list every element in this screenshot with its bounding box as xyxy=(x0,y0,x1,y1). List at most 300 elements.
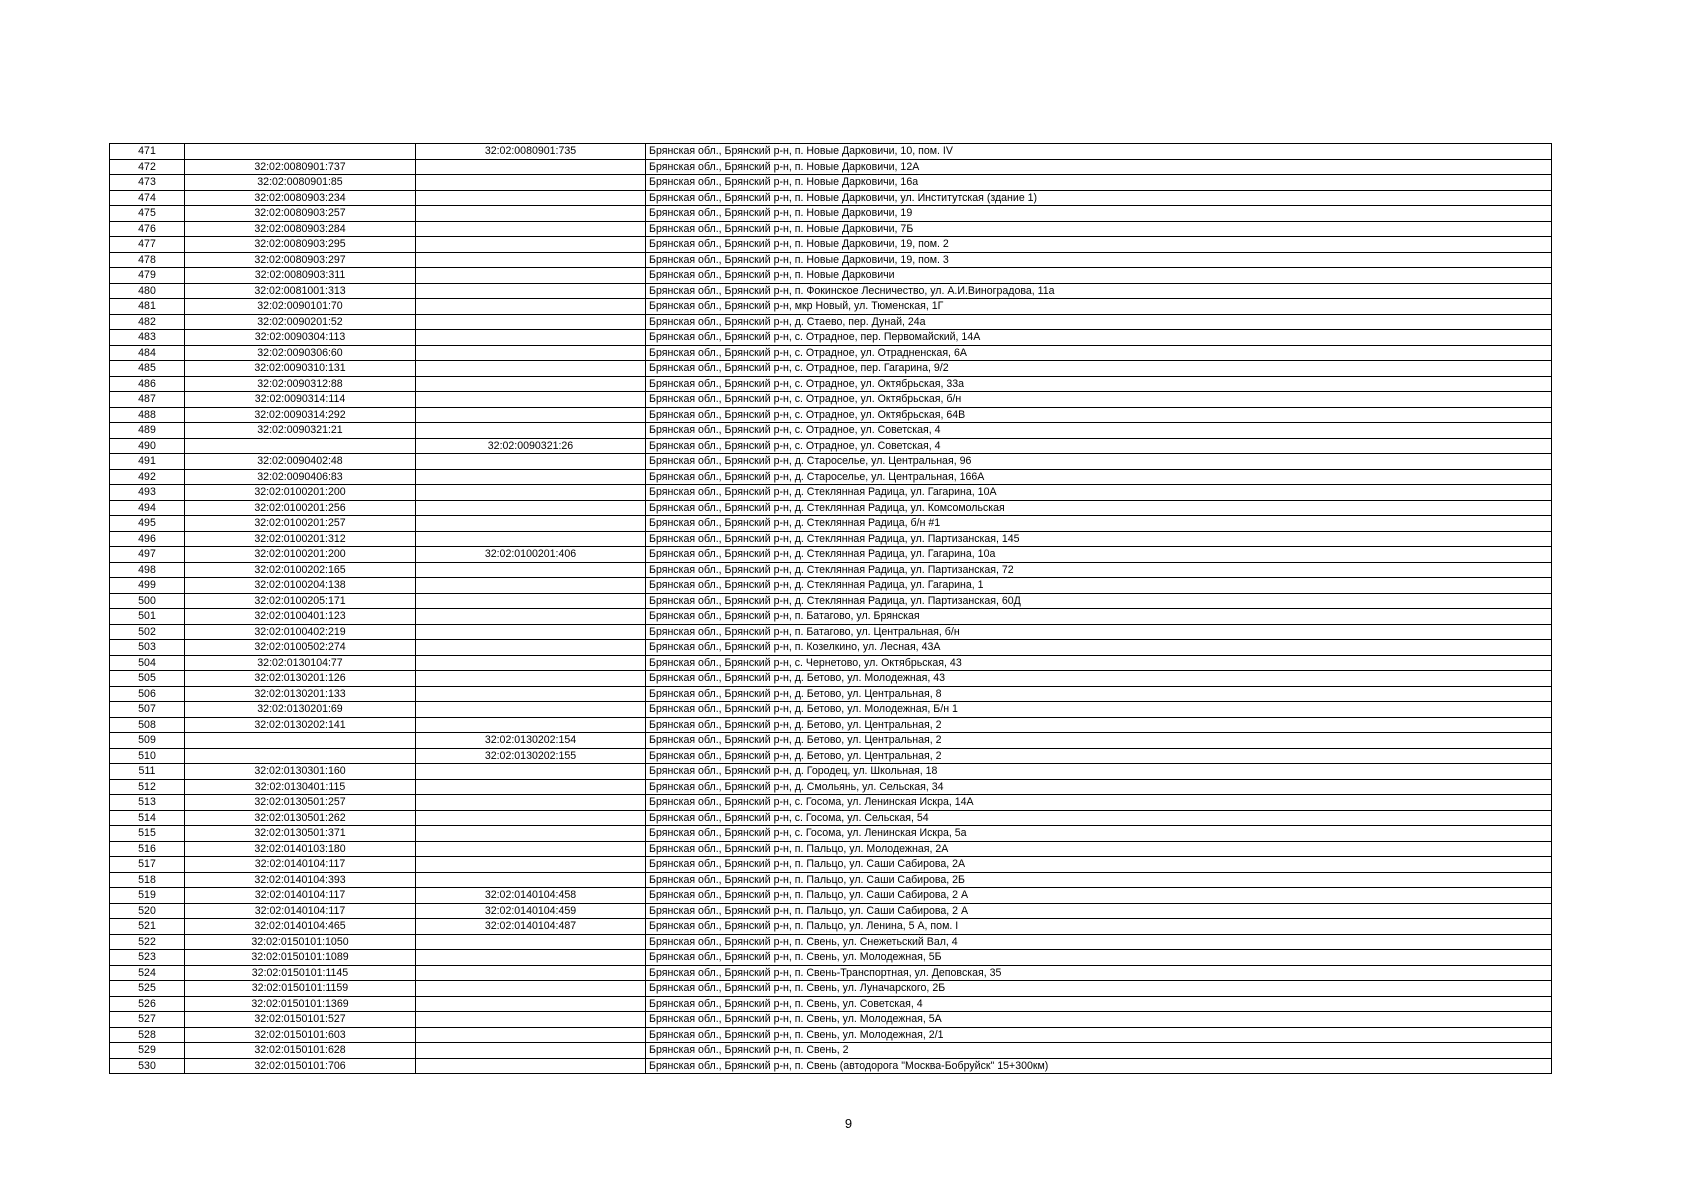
address-cell: Брянская обл., Брянский р-н, д. Стеклянная Радица, ул. Партизанская, 72 xyxy=(646,562,1552,578)
second-cadastral-number-cell xyxy=(416,686,646,702)
registry-table-body xyxy=(110,144,1552,1074)
address-cell: Брянская обл., Брянский р-н, д. Стаево, пер. Дунай, 24а xyxy=(646,314,1552,330)
table-row xyxy=(110,438,1552,454)
table-row xyxy=(110,330,1552,346)
table-row xyxy=(110,531,1552,547)
row-number: 474 xyxy=(110,190,185,206)
table-row xyxy=(110,392,1552,408)
row-number: 471 xyxy=(110,144,185,160)
second-cadastral-number-cell xyxy=(416,779,646,795)
table-row xyxy=(110,965,1552,981)
second-cadastral-number-cell xyxy=(416,485,646,501)
address-cell: Брянская обл., Брянский р-н, д. Бетово, ул. Центральная, 2 xyxy=(646,733,1552,749)
cadastral-number-cell: 32:02:0140104:465 xyxy=(185,919,416,935)
row-number: 527 xyxy=(110,1012,185,1028)
row-number: 497 xyxy=(110,547,185,563)
row-number: 507 xyxy=(110,702,185,718)
second-cadastral-number-cell xyxy=(416,810,646,826)
cadastral-number-cell xyxy=(185,748,416,764)
second-cadastral-number-cell xyxy=(416,237,646,253)
second-cadastral-number-cell xyxy=(416,826,646,842)
second-cadastral-number-cell xyxy=(416,795,646,811)
cadastral-number-cell: 32:02:0100202:165 xyxy=(185,562,416,578)
second-cadastral-number-cell xyxy=(416,1012,646,1028)
row-number: 480 xyxy=(110,283,185,299)
second-cadastral-number-cell: 32:02:0130202:154 xyxy=(416,733,646,749)
row-number: 502 xyxy=(110,624,185,640)
row-number: 520 xyxy=(110,903,185,919)
cadastral-number-cell: 32:02:0150101:1369 xyxy=(185,996,416,1012)
second-cadastral-number-cell xyxy=(416,516,646,532)
cadastral-number-cell: 32:02:0080903:234 xyxy=(185,190,416,206)
row-number: 508 xyxy=(110,717,185,733)
table-row xyxy=(110,516,1552,532)
cadastral-number-cell: 32:02:0080903:297 xyxy=(185,252,416,268)
cadastral-number-cell: 32:02:0080903:257 xyxy=(185,206,416,222)
table-row xyxy=(110,841,1552,857)
cadastral-number-cell: 32:02:0140104:117 xyxy=(185,857,416,873)
row-number: 489 xyxy=(110,423,185,439)
second-cadastral-number-cell xyxy=(416,1058,646,1074)
cadastral-number-cell: 32:02:0080901:737 xyxy=(185,159,416,175)
second-cadastral-number-cell xyxy=(416,1043,646,1059)
second-cadastral-number-cell xyxy=(416,872,646,888)
registry-table xyxy=(109,143,1552,1074)
row-number: 499 xyxy=(110,578,185,594)
cadastral-number-cell: 32:02:0100502:274 xyxy=(185,640,416,656)
second-cadastral-number-cell xyxy=(416,841,646,857)
row-number: 518 xyxy=(110,872,185,888)
cadastral-number-cell: 32:02:0100205:171 xyxy=(185,593,416,609)
cadastral-number-cell: 32:02:0130104:77 xyxy=(185,655,416,671)
address-cell: Брянская обл., Брянский р-н, с. Госома, ул. Ленинская Искра, 14А xyxy=(646,795,1552,811)
address-cell: Брянская обл., Брянский р-н, д. Стеклянная Радица, ул. Гагарина, 10а xyxy=(646,547,1552,563)
second-cadastral-number-cell xyxy=(416,221,646,237)
cadastral-number-cell: 32:02:0080903:284 xyxy=(185,221,416,237)
row-number: 501 xyxy=(110,609,185,625)
cadastral-number-cell: 32:02:0100201:200 xyxy=(185,547,416,563)
table-row xyxy=(110,454,1552,470)
cadastral-number-cell: 32:02:0080901:85 xyxy=(185,175,416,191)
second-cadastral-number-cell xyxy=(416,330,646,346)
address-cell: Брянская обл., Брянский р-н, с. Отрадное, ул. Советская, 4 xyxy=(646,438,1552,454)
address-cell: Брянская обл., Брянский р-н, д. Бетово, ул. Центральная, 2 xyxy=(646,748,1552,764)
cadastral-number-cell: 32:02:0140104:117 xyxy=(185,903,416,919)
table-row xyxy=(110,190,1552,206)
table-row xyxy=(110,640,1552,656)
cadastral-number-cell: 32:02:0150101:603 xyxy=(185,1027,416,1043)
cadastral-number-cell: 32:02:0090306:60 xyxy=(185,345,416,361)
cadastral-number-cell: 32:02:0090314:114 xyxy=(185,392,416,408)
table-row xyxy=(110,733,1552,749)
cadastral-number-cell: 32:02:0140103:180 xyxy=(185,841,416,857)
row-number: 522 xyxy=(110,934,185,950)
address-cell: Брянская обл., Брянский р-н, с. Госома, ул. Ленинская Искра, 5а xyxy=(646,826,1552,842)
second-cadastral-number-cell: 32:02:0140104:487 xyxy=(416,919,646,935)
second-cadastral-number-cell xyxy=(416,578,646,594)
cadastral-number-cell: 32:02:0100201:256 xyxy=(185,500,416,516)
second-cadastral-number-cell xyxy=(416,671,646,687)
address-cell: Брянская обл., Брянский р-н, п. Свень, ул. Молодежная, 5Б xyxy=(646,950,1552,966)
second-cadastral-number-cell xyxy=(416,175,646,191)
cadastral-number-cell: 32:02:0090402:48 xyxy=(185,454,416,470)
row-number: 510 xyxy=(110,748,185,764)
cadastral-number-cell: 32:02:0081001:313 xyxy=(185,283,416,299)
table-row xyxy=(110,872,1552,888)
second-cadastral-number-cell xyxy=(416,1027,646,1043)
row-number: 473 xyxy=(110,175,185,191)
table-row xyxy=(110,407,1552,423)
address-cell: Брянская обл., Брянский р-н, д. Стеклянная Радица, ул. Комсомольская xyxy=(646,500,1552,516)
second-cadastral-number-cell xyxy=(416,717,646,733)
address-cell: Брянская обл., Брянский р-н, п. Пальцо, ул. Молодежная, 2А xyxy=(646,841,1552,857)
row-number: 529 xyxy=(110,1043,185,1059)
table-row xyxy=(110,779,1552,795)
address-cell: Брянская обл., Брянский р-н, с. Отрадное, ул. Октябрьская, 33а xyxy=(646,376,1552,392)
second-cadastral-number-cell xyxy=(416,423,646,439)
table-row xyxy=(110,888,1552,904)
table-row xyxy=(110,686,1552,702)
table-row xyxy=(110,903,1552,919)
address-cell: Брянская обл., Брянский р-н, д. Стеклянная Радица, б/н #1 xyxy=(646,516,1552,532)
table-row xyxy=(110,996,1552,1012)
row-number: 495 xyxy=(110,516,185,532)
table-row xyxy=(110,376,1552,392)
second-cadastral-number-cell: 32:02:0140104:458 xyxy=(416,888,646,904)
table-row xyxy=(110,159,1552,175)
address-cell: Брянская обл., Брянский р-н, п. Новые Дарковичи, 12А xyxy=(646,159,1552,175)
table-row xyxy=(110,671,1552,687)
row-number: 479 xyxy=(110,268,185,284)
row-number: 515 xyxy=(110,826,185,842)
table-row xyxy=(110,826,1552,842)
address-cell: Брянская обл., Брянский р-н, п. Новые Дарковичи, 7Б xyxy=(646,221,1552,237)
table-row xyxy=(110,810,1552,826)
table-row xyxy=(110,919,1552,935)
second-cadastral-number-cell xyxy=(416,981,646,997)
address-cell: Брянская обл., Брянский р-н, п. Новые Дарковичи xyxy=(646,268,1552,284)
row-number: 482 xyxy=(110,314,185,330)
second-cadastral-number-cell xyxy=(416,640,646,656)
address-cell: Брянская обл., Брянский р-н, п. Пальцо, ул. Саши Сабирова, 2Б xyxy=(646,872,1552,888)
second-cadastral-number-cell: 32:02:0130202:155 xyxy=(416,748,646,764)
address-cell: Брянская обл., Брянский р-н, п. Новые Дарковичи, ул. Институтская (здание 1) xyxy=(646,190,1552,206)
table-row xyxy=(110,268,1552,284)
second-cadastral-number-cell xyxy=(416,159,646,175)
row-number: 481 xyxy=(110,299,185,315)
row-number: 519 xyxy=(110,888,185,904)
cadastral-number-cell: 32:02:0090310:131 xyxy=(185,361,416,377)
address-cell: Брянская обл., Брянский р-н, п. Свень, ул. Молодежная, 2/1 xyxy=(646,1027,1552,1043)
page-number: 9 xyxy=(844,1116,853,1131)
second-cadastral-number-cell xyxy=(416,934,646,950)
address-cell: Брянская обл., Брянский р-н, д. Староселье, ул. Центральная, 166А xyxy=(646,469,1552,485)
row-number: 516 xyxy=(110,841,185,857)
address-cell: Брянская обл., Брянский р-н, д. Бетово, ул. Молодежная, Б/н 1 xyxy=(646,702,1552,718)
cadastral-number-cell: 32:02:0140104:393 xyxy=(185,872,416,888)
cadastral-number-cell: 32:02:0130201:126 xyxy=(185,671,416,687)
address-cell: Брянская обл., Брянский р-н, с. Отрадное, ул. Отрадненская, 6А xyxy=(646,345,1552,361)
second-cadastral-number-cell xyxy=(416,609,646,625)
address-cell: Брянская обл., Брянский р-н, д. Бетово, ул. Центральная, 8 xyxy=(646,686,1552,702)
address-cell: Брянская обл., Брянский р-н, п. Свень, 2 xyxy=(646,1043,1552,1059)
table-row xyxy=(110,423,1552,439)
address-cell: Брянская обл., Брянский р-н, с. Отрадное, ул. Октябрьская, б/н xyxy=(646,392,1552,408)
address-cell: Брянская обл., Брянский р-н, п. Батагово, ул. Центральная, б/н xyxy=(646,624,1552,640)
row-number: 472 xyxy=(110,159,185,175)
cadastral-number-cell: 32:02:0080903:311 xyxy=(185,268,416,284)
second-cadastral-number-cell xyxy=(416,376,646,392)
cadastral-number-cell: 32:02:0130501:262 xyxy=(185,810,416,826)
second-cadastral-number-cell xyxy=(416,268,646,284)
cadastral-number-cell: 32:02:0090201:52 xyxy=(185,314,416,330)
cadastral-number-cell: 32:02:0140104:117 xyxy=(185,888,416,904)
table-row xyxy=(110,934,1552,950)
row-number: 511 xyxy=(110,764,185,780)
row-number: 517 xyxy=(110,857,185,873)
row-number: 485 xyxy=(110,361,185,377)
row-number: 488 xyxy=(110,407,185,423)
second-cadastral-number-cell xyxy=(416,950,646,966)
table-row xyxy=(110,314,1552,330)
table-row xyxy=(110,593,1552,609)
row-number: 525 xyxy=(110,981,185,997)
table-row xyxy=(110,252,1552,268)
address-cell: Брянская обл., Брянский р-н, с. Отрадное, ул. Советская, 4 xyxy=(646,423,1552,439)
cadastral-number-cell: 32:02:0130201:69 xyxy=(185,702,416,718)
cadastral-number-cell: 32:02:0100204:138 xyxy=(185,578,416,594)
row-number: 526 xyxy=(110,996,185,1012)
second-cadastral-number-cell xyxy=(416,283,646,299)
cadastral-number-cell: 32:02:0090406:83 xyxy=(185,469,416,485)
row-number: 491 xyxy=(110,454,185,470)
cadastral-number-cell: 32:02:0090321:21 xyxy=(185,423,416,439)
address-cell: Брянская обл., Брянский р-н, п. Свень (автодорога "Москва-Бобруйск" 15+300км) xyxy=(646,1058,1552,1074)
row-number: 492 xyxy=(110,469,185,485)
row-number: 509 xyxy=(110,733,185,749)
second-cadastral-number-cell xyxy=(416,996,646,1012)
second-cadastral-number-cell: 32:02:0090321:26 xyxy=(416,438,646,454)
address-cell: Брянская обл., Брянский р-н, п. Новые Дарковичи, 10, пом. IV xyxy=(646,144,1552,160)
address-cell: Брянская обл., Брянский р-н, д. Стеклянная Радица, ул. Гагарина, 10А xyxy=(646,485,1552,501)
row-number: 503 xyxy=(110,640,185,656)
row-number: 490 xyxy=(110,438,185,454)
address-cell: Брянская обл., Брянский р-н, п. Козелкино, ул. Лесная, 43А xyxy=(646,640,1552,656)
address-cell: Брянская обл., Брянский р-н, д. Бетово, ул. Молодежная, 43 xyxy=(646,671,1552,687)
row-number: 528 xyxy=(110,1027,185,1043)
second-cadastral-number-cell xyxy=(416,392,646,408)
second-cadastral-number-cell xyxy=(416,500,646,516)
table-row xyxy=(110,609,1552,625)
table-row xyxy=(110,1012,1552,1028)
row-number: 487 xyxy=(110,392,185,408)
address-cell: Брянская обл., Брянский р-н, д. Бетово, ул. Центральная, 2 xyxy=(646,717,1552,733)
row-number: 493 xyxy=(110,485,185,501)
address-cell: Брянская обл., Брянский р-н, д. Городец, ул. Школьная, 18 xyxy=(646,764,1552,780)
address-cell: Брянская обл., Брянский р-н, п. Пальцо, ул. Ленина, 5 А, пом. I xyxy=(646,919,1552,935)
cadastral-number-cell: 32:02:0100201:312 xyxy=(185,531,416,547)
table-row xyxy=(110,500,1552,516)
table-row xyxy=(110,469,1552,485)
second-cadastral-number-cell xyxy=(416,206,646,222)
address-cell: Брянская обл., Брянский р-н, п. Фокинское Лесничество, ул. А.И.Виноградова, 11а xyxy=(646,283,1552,299)
address-cell: Брянская обл., Брянский р-н, д. Смольянь, ул. Сельская, 34 xyxy=(646,779,1552,795)
cadastral-number-cell: 32:02:0150101:1145 xyxy=(185,965,416,981)
second-cadastral-number-cell xyxy=(416,454,646,470)
address-cell: Брянская обл., Брянский р-н, д. Стеклянная Радица, ул. Гагарина, 1 xyxy=(646,578,1552,594)
second-cadastral-number-cell: 32:02:0080901:735 xyxy=(416,144,646,160)
cadastral-number-cell: 32:02:0090101:70 xyxy=(185,299,416,315)
table-row xyxy=(110,547,1552,563)
address-cell: Брянская обл., Брянский р-н, п. Свень, ул. Луначарского, 2Б xyxy=(646,981,1552,997)
row-number: 475 xyxy=(110,206,185,222)
second-cadastral-number-cell xyxy=(416,299,646,315)
row-number: 505 xyxy=(110,671,185,687)
second-cadastral-number-cell xyxy=(416,190,646,206)
row-number: 478 xyxy=(110,252,185,268)
cadastral-number-cell xyxy=(185,438,416,454)
second-cadastral-number-cell xyxy=(416,345,646,361)
second-cadastral-number-cell xyxy=(416,361,646,377)
table-row xyxy=(110,1043,1552,1059)
cadastral-number-cell: 32:02:0130202:141 xyxy=(185,717,416,733)
cadastral-number-cell: 32:02:0090314:292 xyxy=(185,407,416,423)
table-row xyxy=(110,206,1552,222)
cadastral-number-cell: 32:02:0100201:257 xyxy=(185,516,416,532)
second-cadastral-number-cell xyxy=(416,764,646,780)
cadastral-number-cell: 32:02:0150101:1159 xyxy=(185,981,416,997)
cadastral-number-cell: 32:02:0100201:200 xyxy=(185,485,416,501)
row-number: 484 xyxy=(110,345,185,361)
row-number: 514 xyxy=(110,810,185,826)
cadastral-number-cell xyxy=(185,733,416,749)
address-cell: Брянская обл., Брянский р-н, мкр Новый, ул. Тюменская, 1Г xyxy=(646,299,1552,315)
row-number: 476 xyxy=(110,221,185,237)
table-row xyxy=(110,1058,1552,1074)
cadastral-number-cell xyxy=(185,144,416,160)
address-cell: Брянская обл., Брянский р-н, п. Пальцо, ул. Саши Сабирова, 2 А xyxy=(646,903,1552,919)
row-number: 512 xyxy=(110,779,185,795)
table-row xyxy=(110,624,1552,640)
second-cadastral-number-cell: 32:02:0140104:459 xyxy=(416,903,646,919)
row-number: 486 xyxy=(110,376,185,392)
table-row xyxy=(110,950,1552,966)
address-cell: Брянская обл., Брянский р-н, д. Староселье, ул. Центральная, 96 xyxy=(646,454,1552,470)
row-number: 523 xyxy=(110,950,185,966)
cadastral-number-cell: 32:02:0150101:527 xyxy=(185,1012,416,1028)
address-cell: Брянская обл., Брянский р-н, п. Свень-Транспортная, ул. Деповская, 35 xyxy=(646,965,1552,981)
address-cell: Брянская обл., Брянский р-н, с. Чернетово, ул. Октябрьская, 43 xyxy=(646,655,1552,671)
table-row xyxy=(110,221,1552,237)
table-row xyxy=(110,748,1552,764)
address-cell: Брянская обл., Брянский р-н, п. Новые Дарковичи, 19, пом. 3 xyxy=(646,252,1552,268)
address-cell: Брянская обл., Брянский р-н, п. Новые Дарковичи, 19, пом. 2 xyxy=(646,237,1552,253)
address-cell: Брянская обл., Брянский р-н, с. Госома, ул. Сельская, 54 xyxy=(646,810,1552,826)
second-cadastral-number-cell xyxy=(416,624,646,640)
address-cell: Брянская обл., Брянский р-н, п. Новые Дарковичи, 16а xyxy=(646,175,1552,191)
cadastral-number-cell: 32:02:0130501:257 xyxy=(185,795,416,811)
address-cell: Брянская обл., Брянский р-н, п. Пальцо, ул. Саши Сабирова, 2 А xyxy=(646,888,1552,904)
table-row xyxy=(110,764,1552,780)
cadastral-number-cell: 32:02:0150101:628 xyxy=(185,1043,416,1059)
second-cadastral-number-cell xyxy=(416,469,646,485)
cadastral-number-cell: 32:02:0100402:219 xyxy=(185,624,416,640)
row-number: 494 xyxy=(110,500,185,516)
second-cadastral-number-cell xyxy=(416,655,646,671)
second-cadastral-number-cell xyxy=(416,965,646,981)
table-row xyxy=(110,717,1552,733)
table-row xyxy=(110,237,1552,253)
table-row xyxy=(110,655,1552,671)
cadastral-number-cell: 32:02:0130401:115 xyxy=(185,779,416,795)
row-number: 521 xyxy=(110,919,185,935)
address-cell: Брянская обл., Брянский р-н, п. Батагово, ул. Брянская xyxy=(646,609,1552,625)
cadastral-number-cell: 32:02:0100401:123 xyxy=(185,609,416,625)
table-row xyxy=(110,562,1552,578)
row-number: 483 xyxy=(110,330,185,346)
second-cadastral-number-cell xyxy=(416,857,646,873)
row-number: 513 xyxy=(110,795,185,811)
table-row xyxy=(110,283,1552,299)
address-cell: Брянская обл., Брянский р-н, п. Новые Дарковичи, 19 xyxy=(646,206,1552,222)
second-cadastral-number-cell xyxy=(416,252,646,268)
row-number: 506 xyxy=(110,686,185,702)
address-cell: Брянская обл., Брянский р-н, п. Пальцо, ул. Саши Сабирова, 2А xyxy=(646,857,1552,873)
cadastral-number-cell: 32:02:0150101:1050 xyxy=(185,934,416,950)
address-cell: Брянская обл., Брянский р-н, п. Свень, ул. Молодежная, 5А xyxy=(646,1012,1552,1028)
row-number: 498 xyxy=(110,562,185,578)
second-cadastral-number-cell xyxy=(416,702,646,718)
cadastral-number-cell: 32:02:0150101:1089 xyxy=(185,950,416,966)
table-row xyxy=(110,981,1552,997)
cadastral-number-cell: 32:02:0090312:88 xyxy=(185,376,416,392)
address-cell: Брянская обл., Брянский р-н, с. Отрадное, пер. Гагарина, 9/2 xyxy=(646,361,1552,377)
table-row xyxy=(110,578,1552,594)
table-row xyxy=(110,795,1552,811)
address-cell: Брянская обл., Брянский р-н, д. Стеклянная Радица, ул. Партизанская, 145 xyxy=(646,531,1552,547)
row-number: 477 xyxy=(110,237,185,253)
second-cadastral-number-cell xyxy=(416,314,646,330)
row-number: 530 xyxy=(110,1058,185,1074)
table-row xyxy=(110,1027,1552,1043)
second-cadastral-number-cell xyxy=(416,593,646,609)
table-row xyxy=(110,702,1552,718)
cadastral-number-cell: 32:02:0090304:113 xyxy=(185,330,416,346)
second-cadastral-number-cell xyxy=(416,407,646,423)
table-row xyxy=(110,144,1552,160)
cadastral-number-cell: 32:02:0130501:371 xyxy=(185,826,416,842)
cadastral-number-cell: 32:02:0150101:706 xyxy=(185,1058,416,1074)
address-cell: Брянская обл., Брянский р-н, п. Свень, ул. Советская, 4 xyxy=(646,996,1552,1012)
address-cell: Брянская обл., Брянский р-н, п. Свень, ул. Снежетьский Вал, 4 xyxy=(646,934,1552,950)
row-number: 524 xyxy=(110,965,185,981)
cadastral-number-cell: 32:02:0080903:295 xyxy=(185,237,416,253)
second-cadastral-number-cell xyxy=(416,562,646,578)
second-cadastral-number-cell xyxy=(416,531,646,547)
address-cell: Брянская обл., Брянский р-н, с. Отрадное, ул. Октябрьская, 64В xyxy=(646,407,1552,423)
row-number: 500 xyxy=(110,593,185,609)
table-row xyxy=(110,361,1552,377)
table-row xyxy=(110,175,1552,191)
table-row xyxy=(110,299,1552,315)
cadastral-number-cell: 32:02:0130301:160 xyxy=(185,764,416,780)
row-number: 504 xyxy=(110,655,185,671)
row-number: 496 xyxy=(110,531,185,547)
table-row xyxy=(110,485,1552,501)
address-cell: Брянская обл., Брянский р-н, д. Стеклянная Радица, ул. Партизанская, 60Д xyxy=(646,593,1552,609)
second-cadastral-number-cell: 32:02:0100201:406 xyxy=(416,547,646,563)
table-row xyxy=(110,857,1552,873)
